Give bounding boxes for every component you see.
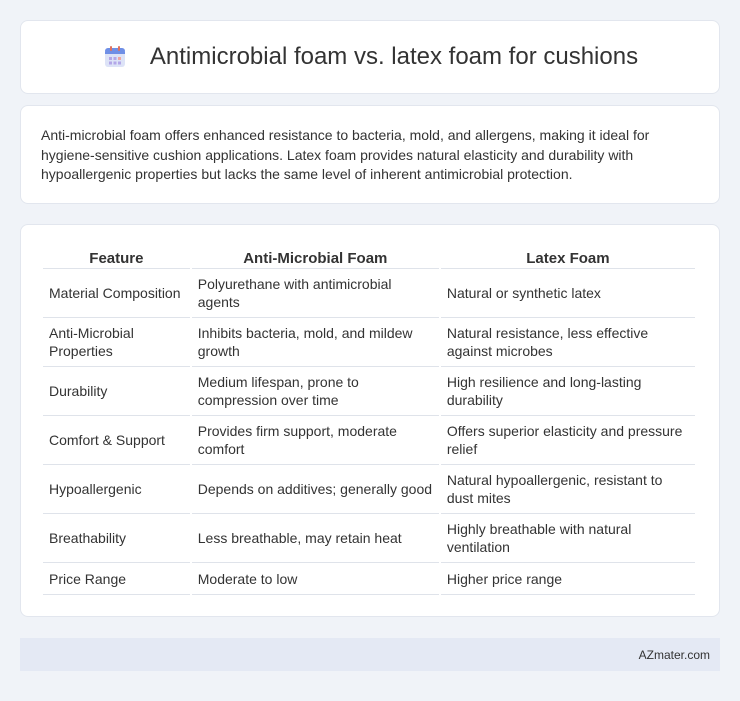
latex-cell: Offers superior elasticity and pressure relief <box>441 416 695 465</box>
feature-cell: Hypoallergenic <box>43 465 190 514</box>
title-card <box>20 20 720 94</box>
comparison-table-card <box>20 224 720 617</box>
feature-cell: Price Range <box>43 563 190 595</box>
summary-card <box>20 105 720 204</box>
latex-cell: Natural or synthetic latex <box>441 269 695 318</box>
latex-cell: Natural resistance, less effective against microbes <box>441 318 695 367</box>
table-row <box>43 563 695 595</box>
anti-microbial-cell: Less breathable, may retain heat <box>192 514 439 563</box>
latex-cell: Highly breathable with natural ventilation <box>441 514 695 563</box>
feature-cell: Durability <box>43 367 190 416</box>
header-anti-microbial-foam: Anti-Microbial Foam <box>192 245 439 269</box>
anti-microbial-cell: Medium lifespan, prone to compression over time <box>192 367 439 416</box>
table-row <box>43 465 695 514</box>
feature-cell: Material Composition <box>43 269 190 318</box>
latex-cell: Natural hypoallergenic, resistant to dust mites <box>441 465 695 514</box>
feature-cell: Anti-Microbial Properties <box>43 318 190 367</box>
calendar-icon <box>102 44 128 70</box>
table-row <box>43 367 695 416</box>
header-latex-foam: Latex Foam <box>441 245 695 269</box>
anti-microbial-cell: Moderate to low <box>192 563 439 595</box>
table-row <box>43 269 695 318</box>
summary-text: Anti-microbial foam offers enhanced resistance to bacteria, mold, and allergens, making it ideal for hygiene-sensitive cushion applications. Latex foam provides natural elasticity and durability with hypoallergenic properties but lacks the same level of inherent antimicrobial protection. <box>41 127 650 182</box>
page-title: Antimicrobial foam vs. latex foam for cushions <box>149 43 639 70</box>
feature-cell: Breathability <box>43 514 190 563</box>
footer-bar <box>20 638 720 671</box>
anti-microbial-cell: Provides firm support, moderate comfort <box>192 416 439 465</box>
anti-microbial-cell: Polyurethane with antimicrobial agents <box>192 269 439 318</box>
table-row <box>43 514 695 563</box>
table-row <box>43 416 695 465</box>
table-row <box>43 318 695 367</box>
table-header-row <box>43 245 695 269</box>
anti-microbial-cell: Inhibits bacteria, mold, and mildew growth <box>192 318 439 367</box>
feature-cell: Comfort & Support <box>43 416 190 465</box>
comparison-table <box>41 245 697 595</box>
footer-brand: AZmater.com <box>638 647 710 662</box>
anti-microbial-cell: Depends on additives; generally good <box>192 465 439 514</box>
header-feature: Feature <box>43 245 190 269</box>
latex-cell: High resilience and long-lasting durability <box>441 367 695 416</box>
latex-cell: Higher price range <box>441 563 695 595</box>
